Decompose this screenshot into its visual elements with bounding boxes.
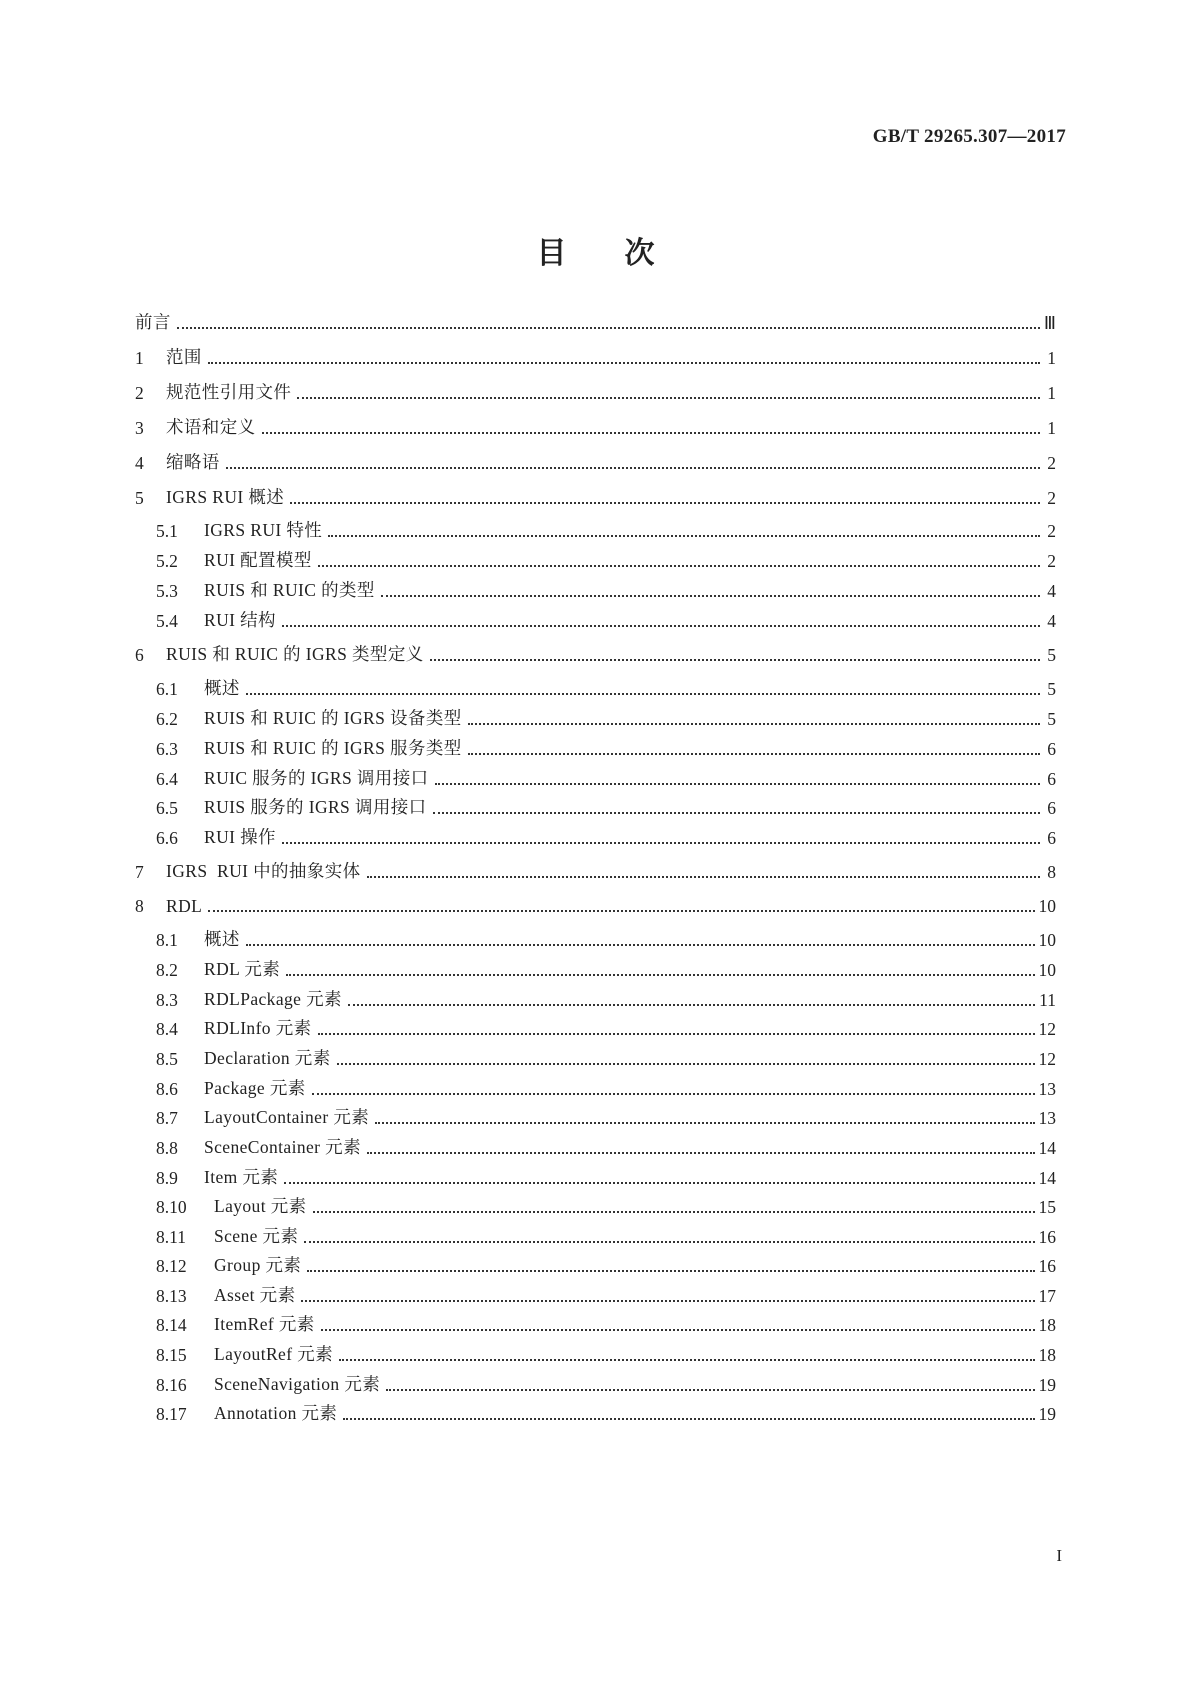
dot-leader	[262, 431, 1041, 434]
dot-leader	[282, 841, 1040, 844]
dot-leader	[435, 782, 1040, 785]
toc-entry-page: 18	[1038, 1315, 1056, 1335]
toc-entry[interactable]	[156, 1014, 1056, 1040]
toc-entry-number: 1	[135, 348, 144, 368]
toc-entry-number: 8.9	[156, 1168, 178, 1188]
toc-entry-title: LayoutRef 元素	[214, 1344, 334, 1364]
dot-leader	[367, 875, 1040, 878]
toc-entry-page: 1	[1047, 348, 1056, 368]
standard-code: GB/T 29265.307—2017	[872, 126, 1066, 147]
toc-entry[interactable]	[156, 674, 1056, 700]
dot-leader	[328, 534, 1040, 537]
toc-entry-number: 6.1	[156, 679, 178, 699]
toc-entry[interactable]	[156, 925, 1056, 951]
dot-leader	[208, 361, 1040, 364]
dot-leader	[433, 811, 1040, 814]
dot-leader	[226, 466, 1040, 469]
toc-entry-number: 7	[135, 862, 144, 882]
toc-entry-number: 8.5	[156, 1049, 178, 1069]
dot-leader	[208, 909, 1034, 912]
toc-entry[interactable]	[156, 1222, 1056, 1248]
toc-entry-title: RUIC 服务的 IGRS 调用接口	[204, 768, 429, 788]
toc-entry[interactable]	[156, 704, 1056, 730]
toc-entry-page: 8	[1047, 862, 1056, 882]
toc-entry-title: IGRS RUI 特性	[204, 520, 323, 540]
toc-entry-number: 6.6	[156, 828, 178, 848]
dot-leader	[290, 501, 1040, 504]
dot-leader	[339, 1358, 1034, 1361]
toc-entry-number: 8.3	[156, 990, 178, 1010]
dot-leader	[318, 564, 1040, 567]
toc-entry[interactable]	[156, 1163, 1056, 1189]
dot-leader	[381, 594, 1040, 597]
page-title: 目次	[536, 236, 713, 271]
toc-entry-title: Item 元素	[204, 1167, 279, 1187]
toc-entry-page: 2	[1047, 551, 1056, 571]
toc-entry[interactable]	[156, 955, 1056, 981]
toc-entry-title: IGRS RUI 概述	[166, 487, 285, 507]
toc-entry-page: 10	[1038, 896, 1056, 916]
toc-entry[interactable]	[135, 448, 1056, 474]
toc-entry-number: 8.14	[156, 1315, 187, 1335]
toc-entry-page: 6	[1047, 828, 1056, 848]
page-number: I	[1056, 1546, 1062, 1565]
toc-entry-page: 11	[1039, 990, 1056, 1010]
toc-entry[interactable]	[135, 378, 1056, 404]
toc-entry[interactable]	[156, 1044, 1056, 1070]
toc-entry-page: 10	[1038, 960, 1056, 980]
toc-entry-title: Layout 元素	[214, 1196, 307, 1216]
toc-entry[interactable]	[156, 734, 1056, 760]
toc-entry-number: 8.15	[156, 1345, 187, 1365]
toc-entry-title: Declaration 元素	[204, 1048, 331, 1068]
dot-leader	[318, 1032, 1035, 1035]
toc-entry-number: 5	[135, 488, 144, 508]
toc-entry-page: 2	[1047, 453, 1056, 473]
toc-entry-page: 14	[1038, 1138, 1056, 1158]
toc-entry[interactable]	[156, 823, 1056, 849]
toc-entry-page: 16	[1038, 1256, 1056, 1276]
toc-entry-number: 6.2	[156, 709, 178, 729]
dot-leader	[177, 326, 1040, 329]
dot-leader	[312, 1092, 1035, 1095]
toc-entry[interactable]	[156, 1133, 1056, 1159]
toc-entry-number: 2	[135, 383, 144, 403]
toc-entry-title: 概述	[204, 678, 240, 698]
dot-leader	[337, 1062, 1035, 1065]
toc-entry-number: 6	[135, 645, 144, 665]
toc-entry-page: 13	[1038, 1079, 1056, 1099]
toc-entry-title: IGRS RUI 中的抽象实体	[166, 861, 361, 881]
toc-entry-title: RDL	[166, 896, 203, 916]
toc-entry-page: 6	[1047, 739, 1056, 759]
toc-entry-title: RUIS 和 RUIC 的 IGRS 服务类型	[204, 738, 462, 758]
dot-leader	[367, 1151, 1035, 1154]
toc-entry-title: SceneNavigation 元素	[214, 1374, 381, 1394]
toc-entry[interactable]	[156, 606, 1056, 632]
toc-entry-title: Annotation 元素	[214, 1403, 338, 1423]
toc-entry-page: 5	[1047, 645, 1056, 665]
toc-entry-page: 5	[1047, 679, 1056, 699]
toc-entry-page: Ⅲ	[1043, 313, 1056, 333]
dot-leader	[297, 396, 1040, 399]
toc-entry-title: RUIS 和 RUIC 的 IGRS 设备类型	[204, 708, 462, 728]
toc-entry-page: 12	[1038, 1019, 1056, 1039]
toc-entry-page: 13	[1038, 1108, 1056, 1128]
toc-entry[interactable]	[156, 1281, 1056, 1307]
toc-entry-title: 前言	[135, 312, 171, 332]
toc-entry-title: RDL 元素	[204, 959, 281, 979]
toc-entry-title: LayoutContainer 元素	[204, 1107, 370, 1127]
toc-entry-number: 8.1	[156, 930, 178, 950]
toc-entry[interactable]	[135, 308, 1056, 334]
toc-entry-page: 14	[1038, 1168, 1056, 1188]
toc-entry-number: 8.17	[156, 1404, 187, 1424]
dot-leader	[286, 973, 1034, 976]
toc-entry-number: 8	[135, 896, 144, 916]
toc-entry-title: 术语和定义	[166, 417, 256, 437]
toc-entry-title: RUIS 服务的 IGRS 调用接口	[204, 797, 427, 817]
toc-entry-page: 19	[1038, 1404, 1056, 1424]
dot-leader	[313, 1210, 1035, 1213]
dot-leader	[430, 658, 1040, 661]
toc-entry-title: 缩略语	[166, 452, 220, 472]
toc-entry-title: 范围	[166, 347, 202, 367]
toc-entry-page: 2	[1047, 521, 1056, 541]
dot-leader	[246, 692, 1040, 695]
toc-entry[interactable]	[156, 1310, 1056, 1336]
toc-entry-number: 6.5	[156, 798, 178, 818]
toc-entry[interactable]	[156, 985, 1056, 1011]
toc-entry[interactable]	[156, 1399, 1056, 1425]
toc-entry-page: 10	[1038, 930, 1056, 950]
dot-leader	[468, 722, 1040, 725]
toc-entry-title: RUI 操作	[204, 827, 276, 847]
toc-entry-page: 4	[1047, 581, 1056, 601]
dot-leader	[282, 624, 1040, 627]
toc-entry[interactable]	[156, 793, 1056, 819]
toc-entry[interactable]	[156, 576, 1056, 602]
toc-entry-title: RUI 配置模型	[204, 550, 312, 570]
dot-leader	[307, 1269, 1034, 1272]
toc-entry-number: 6.3	[156, 739, 178, 759]
toc-entry-page: 4	[1047, 611, 1056, 631]
toc-entry-number: 8.7	[156, 1108, 178, 1128]
toc-entry-number: 5.1	[156, 521, 178, 541]
toc-entry-page: 19	[1038, 1375, 1056, 1395]
dot-leader	[246, 943, 1035, 946]
toc-entry-number: 3	[135, 418, 144, 438]
toc-entry-number: 6.4	[156, 769, 178, 789]
toc-entry[interactable]	[156, 546, 1056, 572]
toc-entry[interactable]	[135, 640, 1056, 666]
toc-entry[interactable]	[135, 891, 1056, 917]
dot-leader	[343, 1417, 1034, 1420]
toc-entry-number: 8.6	[156, 1079, 178, 1099]
toc-entry[interactable]	[156, 1074, 1056, 1100]
toc-entry-title: RUIS 和 RUIC 的类型	[204, 580, 375, 600]
dot-leader	[301, 1299, 1034, 1302]
toc-entry-title: SceneContainer 元素	[204, 1137, 361, 1157]
toc-entry[interactable]	[156, 1251, 1056, 1277]
toc-entry-page: 16	[1038, 1227, 1056, 1247]
toc-entry-page: 17	[1038, 1286, 1056, 1306]
toc-entry[interactable]	[135, 413, 1056, 439]
toc-entry-title: RUIS 和 RUIC 的 IGRS 类型定义	[166, 644, 424, 664]
toc-entry-page: 6	[1047, 769, 1056, 789]
toc-entry-page: 5	[1047, 709, 1056, 729]
toc-entry-page: 1	[1047, 383, 1056, 403]
toc-entry-title: 概述	[204, 929, 240, 949]
toc-entry-title: RDLInfo 元素	[204, 1018, 312, 1038]
dot-leader	[321, 1328, 1035, 1331]
toc-entry-number: 8.16	[156, 1375, 187, 1395]
toc-entry-number: 8.13	[156, 1286, 187, 1306]
dot-leader	[304, 1240, 1034, 1243]
toc-entry-page: 18	[1038, 1345, 1056, 1365]
toc-entry-page: 1	[1047, 418, 1056, 438]
toc-entry-number: 5.2	[156, 551, 178, 571]
toc-entry[interactable]	[156, 516, 1056, 542]
toc-entry-title: Group 元素	[214, 1255, 302, 1275]
toc-entry-number: 5.3	[156, 581, 178, 601]
dot-leader	[386, 1388, 1034, 1391]
toc-entry-number: 8.2	[156, 960, 178, 980]
toc-entry-number: 4	[135, 453, 144, 473]
toc-entry[interactable]	[135, 343, 1056, 369]
toc-entry[interactable]	[135, 857, 1056, 883]
toc-entry-title: Scene 元素	[214, 1226, 299, 1246]
toc-entry-number: 8.11	[156, 1227, 186, 1247]
toc-entry[interactable]	[156, 1103, 1056, 1129]
toc-entry[interactable]	[135, 483, 1056, 509]
toc-entry[interactable]	[156, 764, 1056, 790]
toc-entry-page: 2	[1047, 488, 1056, 508]
toc-entry-title: Asset 元素	[214, 1285, 296, 1305]
toc-entry-number: 8.8	[156, 1138, 178, 1158]
toc-entry-title: ItemRef 元素	[214, 1314, 315, 1334]
toc-entry-title: RDLPackage 元素	[204, 989, 342, 1009]
toc-entry[interactable]	[156, 1370, 1056, 1396]
toc-entry[interactable]	[156, 1340, 1056, 1366]
dot-leader	[468, 752, 1040, 755]
dot-leader	[375, 1121, 1034, 1124]
toc-entry-page: 6	[1047, 798, 1056, 818]
toc-entry-number: 8.10	[156, 1197, 187, 1217]
toc-entry[interactable]	[156, 1192, 1056, 1218]
toc-entry-title: Package 元素	[204, 1078, 306, 1098]
toc-entry-number: 8.4	[156, 1019, 178, 1039]
toc-entry-page: 15	[1038, 1197, 1056, 1217]
toc-entry-title: RUI 结构	[204, 610, 276, 630]
dot-leader	[348, 1003, 1035, 1006]
toc-entry-title: 规范性引用文件	[166, 382, 292, 402]
dot-leader	[284, 1181, 1034, 1184]
toc-entry-number: 5.4	[156, 611, 178, 631]
toc-entry-page: 12	[1038, 1049, 1056, 1069]
toc-entry-number: 8.12	[156, 1256, 187, 1276]
